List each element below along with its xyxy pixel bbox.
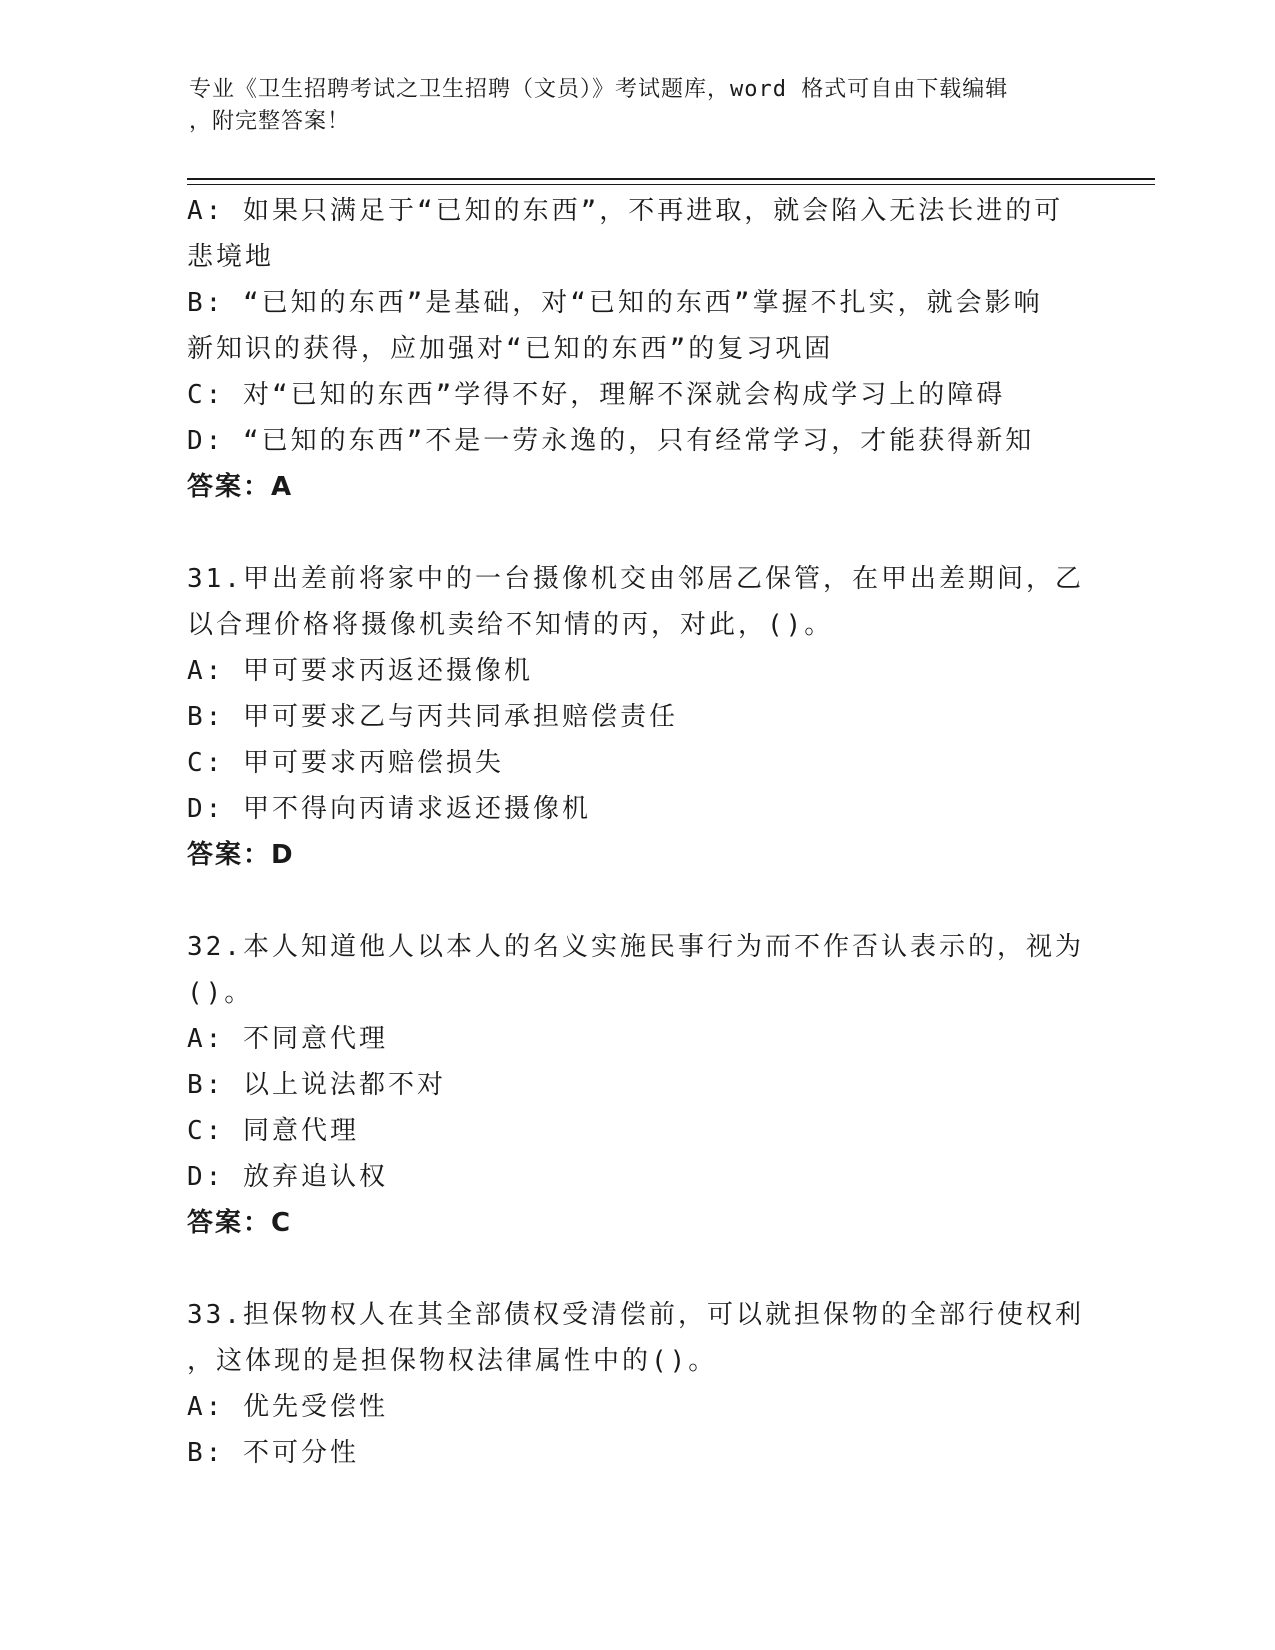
option-a-line-1: A: 如果只满足于“已知的东西”，不再进取，就会陷入无法长进的可	[187, 196, 1064, 226]
question-list	[187, 188, 1087, 1476]
spacer	[187, 1246, 1087, 1292]
question-stem-line-1: 32.本人知道他人以本人的名义实施民事行为而不作否认表示的，视为	[187, 932, 1084, 962]
question-stem-line-1: 33.担保物权人在其全部债权受清偿前，可以就担保物的全部行使权利	[187, 1300, 1084, 1330]
header-line-1: 专业《卫生招聘考试之卫生招聘（文员）》考试题库，word 格式可自由下载编辑	[189, 77, 1009, 102]
question-31	[187, 556, 1087, 878]
spacer	[187, 510, 1087, 556]
answer: 答案：D	[187, 840, 295, 870]
question-32	[187, 924, 1087, 1246]
option-d: D: 放弃追认权	[187, 1162, 388, 1192]
spacer	[187, 878, 1087, 924]
option-b: B: 甲可要求乙与丙共同承担赔偿责任	[187, 702, 678, 732]
document-header	[189, 74, 1069, 138]
option-b-line-1: B: “已知的东西”是基础，对“已知的东西”掌握不扎实，就会影响	[187, 288, 1043, 318]
option-d: D: 甲不得向丙请求返还摄像机	[187, 794, 591, 824]
option-c: C: 甲可要求丙赔偿损失	[187, 748, 504, 778]
header-divider-thin	[187, 184, 1155, 185]
option-d: D: “已知的东西”不是一劳永逸的，只有经常学习，才能获得新知	[187, 426, 1035, 456]
header-divider-thick	[187, 178, 1155, 180]
question-stem-line-1: 31.甲出差前将家中的一台摄像机交由邻居乙保管，在甲出差期间，乙	[187, 564, 1084, 594]
question-stem-line-2: ，这体现的是担保物权法律属性中的()。	[187, 1346, 718, 1376]
answer: 答案：A	[187, 472, 294, 502]
question-33	[187, 1292, 1087, 1476]
option-a-line-2: 悲境地	[187, 242, 275, 272]
question-stem-line-2: 以合理价格将摄像机卖给不知情的丙，对此，()。	[187, 610, 834, 640]
answer: 答案：C	[187, 1208, 293, 1238]
option-c: C: 同意代理	[187, 1116, 359, 1146]
option-b-line-2: 新知识的获得，应加强对“已知的东西”的复习巩固	[187, 334, 834, 364]
option-a: A: 不同意代理	[187, 1024, 388, 1054]
question-stem-line-2: ()。	[187, 978, 254, 1008]
header-line-2: ，附完整答案！	[189, 109, 351, 134]
option-b: B: 不可分性	[187, 1438, 359, 1468]
option-a: A: 优先受偿性	[187, 1392, 388, 1422]
option-b: B: 以上说法都不对	[187, 1070, 446, 1100]
option-a: A: 甲可要求丙返还摄像机	[187, 656, 533, 686]
option-c: C: 对“已知的东西”学得不好，理解不深就会构成学习上的障碍	[187, 380, 1006, 410]
question-30	[187, 188, 1087, 510]
